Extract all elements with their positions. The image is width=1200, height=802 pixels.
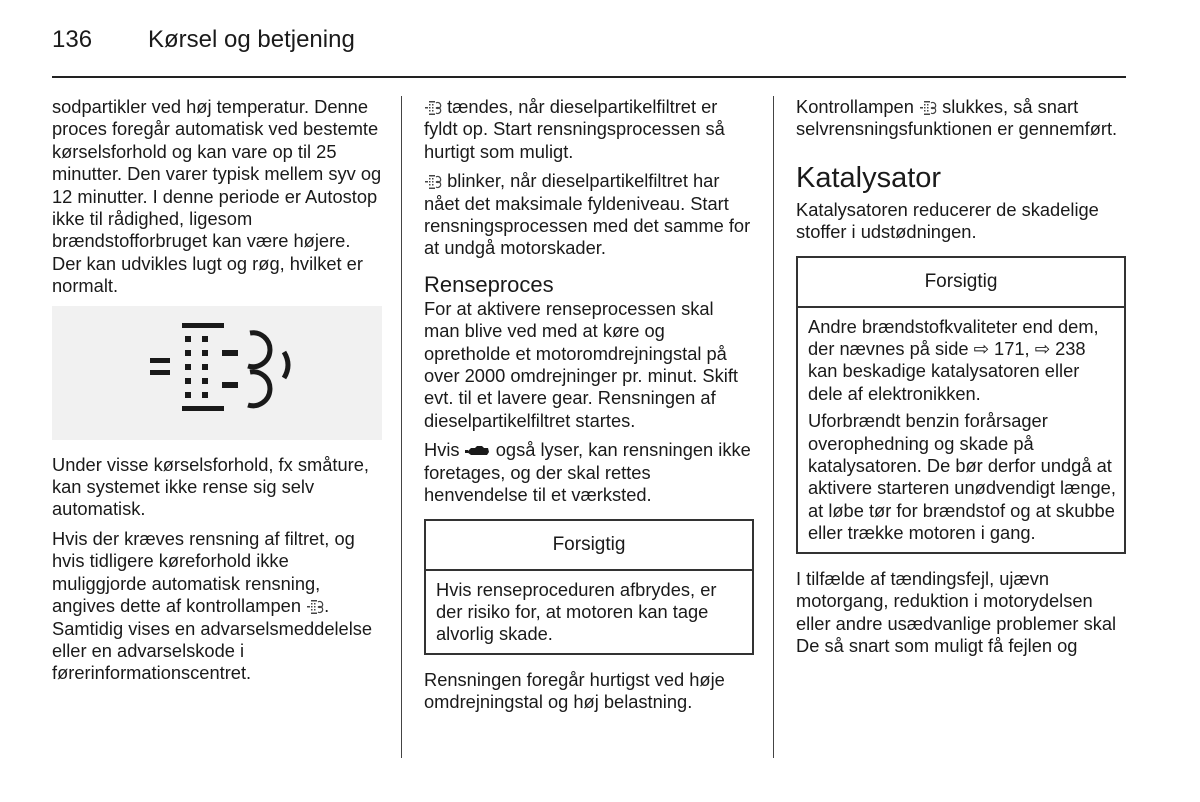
paragraph-text: slukkes, så snart selvrensningsfunktionen er gennemført. (796, 96, 1118, 140)
paragraph: sodpartikler ved høj temperatur. Denne proces foregår automatisk ved bestemte kørselsforhold og kan vare op til 25 minutter. Den varer typisk mellem syv og 12 minutter. I denne periode er Autostop ikke til rådighed, ligesom brændstofforbruget kan være højere. Der kan udvikles lugt og røg, hvilket er normalt. (52, 96, 382, 297)
paragraph (796, 96, 1126, 141)
paragraph: Katalysatoren reducerer de skadelige stoffer i udstødningen. (796, 198, 1099, 243)
paragraph: I tilfælde af tændingsfejl, ujævn motorgang, reduktion i motorydelsen eller andre usædvanlige problemer skal De så snart som muligt få fejlen og (796, 567, 1117, 656)
paragraph-text: . Samtidig vises en advarselsmeddelelse eller en advarselskode i førerinformationscentret. (52, 595, 373, 684)
column-divider (773, 96, 774, 758)
paragraph-text: tændes, når dieselpartikelfiltret er fyldt op. Start rensningsprocessen så hurtigt som muligt. (424, 96, 725, 162)
caution-text: Andre brændstofkvaliteter end dem, der nævnes på side ⇨ 171, ⇨ 238 kan beskadige katalysatoren eller dele af elektronikken. (808, 315, 1099, 404)
paragraph: Under visse kørselsforhold, fx småture, kan systemet ikke rense sig selv automatisk. (52, 453, 369, 520)
column-divider (401, 96, 402, 758)
header-rule (52, 76, 1126, 78)
caution-text: Hvis renseproceduren afbrydes, er der risiko for, at motoren kan tage alvorlig skade. (436, 578, 717, 645)
dpf-lamp-icon (919, 101, 937, 115)
column-1 (52, 96, 382, 692)
dpf-warning-figure (52, 306, 382, 440)
page-title: Kørsel og betjening (148, 26, 355, 53)
caution-body (798, 308, 1124, 552)
diesel-particle-filter-icon (52, 306, 382, 440)
caution-box (796, 256, 1126, 554)
paragraph-text: også lyser, kan rensningen ikke foretages, og der skal rettes henvendelse til et værksted. (424, 439, 751, 506)
caution-box (424, 519, 754, 655)
paragraph: Rensningen foregår hurtigst ved høje omdrejningstal og høj belastning. (424, 668, 725, 713)
page-number: 136 (52, 26, 93, 53)
paragraph: For at aktivere renseprocessen skal man blive ved med at køre og opretholde et motoromdrejningstal på over 2000 omdrejninger pr. minut. Skift evt. til et lavere gear. Rensningen af dieselpartikelfiltret startes. (424, 297, 738, 431)
caution-title: Forsigtig (426, 521, 752, 571)
section-heading: Katalysator (796, 161, 942, 194)
caution-title: Forsigtig (798, 258, 1124, 308)
paragraph (424, 96, 754, 163)
paragraph (424, 170, 754, 260)
dpf-lamp-icon (424, 175, 442, 189)
caution-body (426, 571, 752, 653)
paragraph-text: Hvis der kræves rensning af filtret, og hvis tidligere køreforhold ikke muliggjorde automatisk rensning, angives dette af kontrollampen (52, 527, 355, 617)
check-engine-icon (465, 444, 491, 458)
dpf-lamp-icon (306, 600, 324, 614)
column-2 (424, 96, 754, 721)
column-3 (796, 96, 1126, 664)
section-heading: Renseproces (424, 271, 554, 297)
paragraph (424, 439, 754, 506)
dpf-lamp-icon (424, 101, 442, 115)
paragraph-text: blinker, når dieselpartikelfiltret har nået det maksimale fyldeniveau. Start rensningsprocessen med det samme for at undgå motorskader. (424, 170, 751, 259)
caution-text: Uforbrændt benzin forårsager overophedning og skade på katalysatoren. De bør derfor undgå at aktivere starteren unødvendigt længe, at løbe tør for brændstof og at skubbe eller trække motoren i gang. (808, 410, 1116, 544)
paragraph-text: Kontrollampen (796, 96, 914, 117)
paragraph (52, 528, 382, 685)
paragraph-text: Hvis (424, 439, 460, 461)
